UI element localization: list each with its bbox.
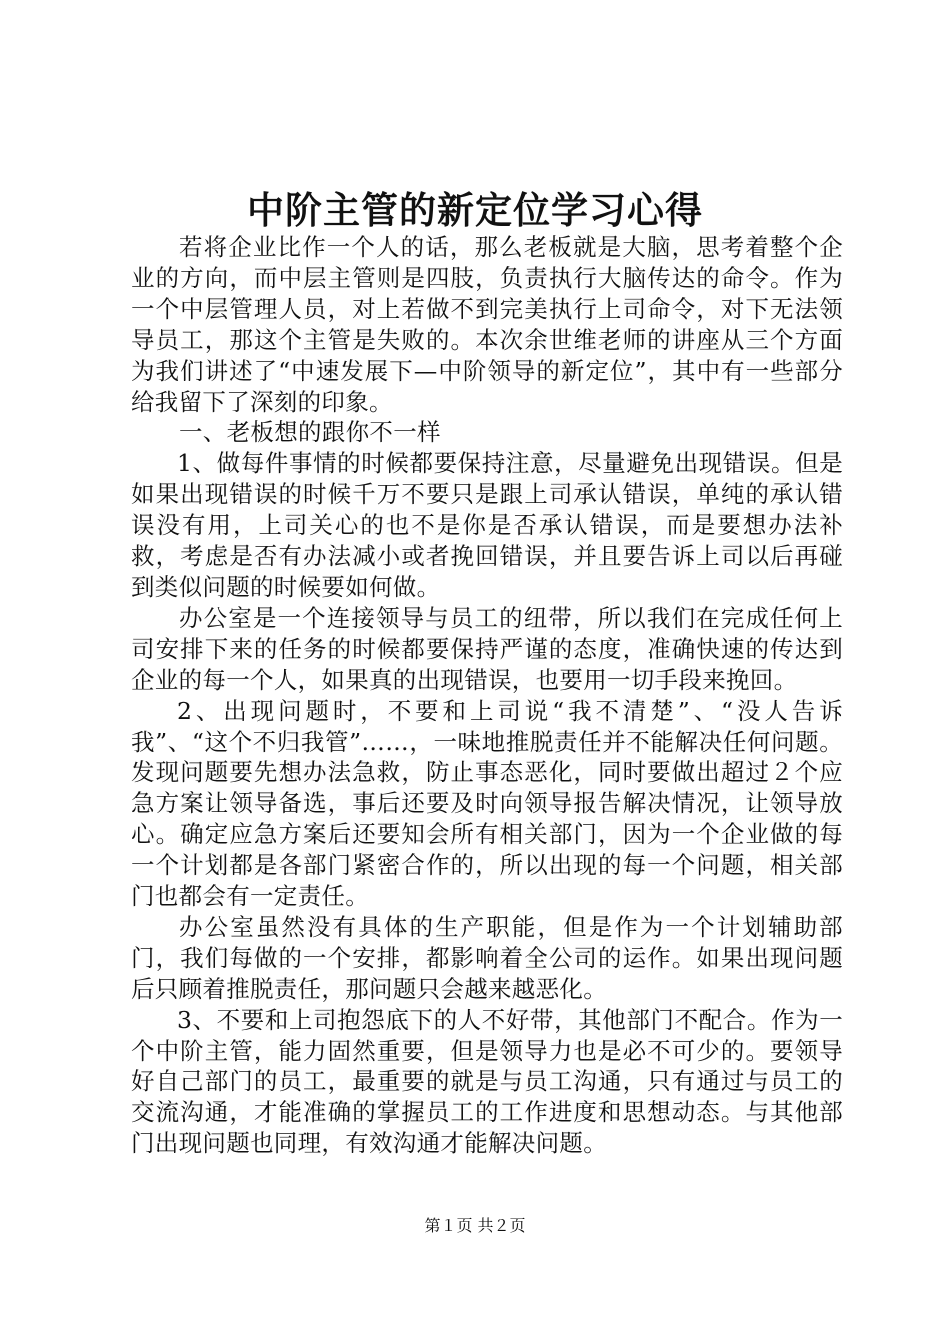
section-heading: 一、老板想的跟你不一样 xyxy=(179,418,441,447)
paragraph-point-3: 3、不要和上司抱怨底下的人不好带，其他部门不配合。作为一个中阶主管，能力固然重要，但是领导力也是必不可少的。要领导好自己部门的员工，最重要的就是与员工沟通，只有通过与员工的交流沟通，才能准确的掌握员工的工作进度和思想动态。与其他部门出现问题也同理，有效沟通才能解决问题。 xyxy=(131,1005,843,1158)
paragraph-point-1: 1、做每件事情的时候都要保持注意，尽量避免出现错误。但是如果出现错误的时候千万不要只是跟上司承认错误，单纯的承认错误没有用，上司关心的也不是你是否承认错误，而是要想办法补救，考虑是否有办法减小或者挽回错误，并且要告诉上司以后再碰到类似问题的时候要如何做。 xyxy=(131,449,843,601)
document-title: 中阶主管的新定位学习心得 xyxy=(247,188,703,232)
page-number-footer: 第１页 共２页 xyxy=(424,1216,526,1235)
paragraph-point-2: 2、出现问题时，不要和上司说“我不清楚”、“没人告诉我”、“这个不归我管”……，一味地推脱责任并不能解决任何问题。发现问题要先想办法急救，防止事态恶化，同时要做出超过２个应急方案让领导备选，事后还要及时向领导报告解决情况，让领导放心。确定应急方案后还要知会所有相关部门，因为一个企业做的每一个计划都是各部门紧密合作的，所以出现的每一个问题，相关部门也都会有一定责任。 xyxy=(131,696,843,911)
document-body xyxy=(131,232,843,1159)
paragraph-office-1: 办公室是一个连接领导与员工的纽带，所以我们在完成任何上司安排下来的任务的时候都要保持严谨的态度，准确快速的传达到企业的每一个人，如果真的出现错误，也要用一切手段来挽回。 xyxy=(131,603,843,694)
paragraph-office-2: 办公室虽然没有具体的生产职能，但是作为一个计划辅助部门，我们每做的一个安排，都影响着全公司的运作。如果出现问题后只顾着推脱责任，那问题只会越来越恶化。 xyxy=(131,912,843,1003)
paragraph-intro: 若将企业比作一个人的话，那么老板就是大脑，思考着整个企业的方向，而中层主管则是四肢，负责执行大脑传达的命令。作为一个中层管理人员，对上若做不到完美执行上司命令，对下无法领导员工，那这个主管是失败的。本次余世维老师的讲座从三个方面为我们讲述了“中速发展下—中阶领导的新定位”，其中有一些部分给我留下了深刻的印象。 xyxy=(131,233,843,416)
